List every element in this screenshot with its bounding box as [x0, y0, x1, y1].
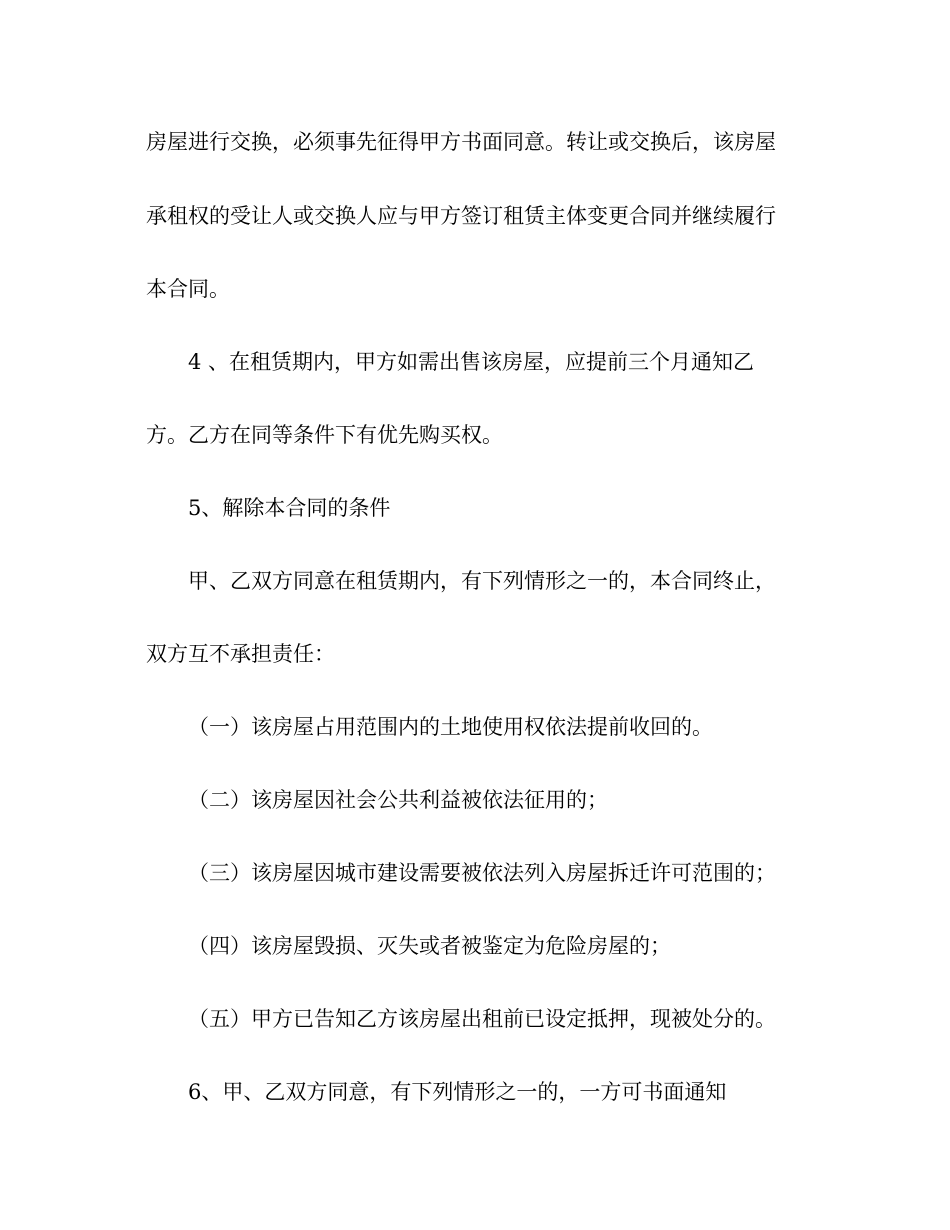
text-line: 双方互不承担责任： — [146, 642, 335, 666]
clause-5-heading: 5、解除本合同的条件 — [188, 496, 391, 520]
text-line: 方。乙方在同等条件下有优先购买权。 — [146, 423, 503, 447]
list-item-1: （一）该房屋占用范围内的土地使用权依法提前收回的。 — [188, 715, 713, 739]
paragraph-line: 甲、乙双方同意在租赁期内，有下列情形之一的，本合同终止， — [188, 569, 776, 593]
text-line: 承租权的受让人或交换人应与甲方签订租赁主体变更合同并继续履行 — [146, 204, 776, 228]
text-line: 房屋进行交换，必须事先征得甲方书面同意。转让或交换后，该房屋 — [146, 130, 776, 154]
list-item-2: （二）该房屋因社会公共利益被依法征用的； — [188, 788, 608, 812]
list-item-4: （四）该房屋毁损、灭失或者被鉴定为危险房屋的； — [188, 934, 671, 958]
list-item-3: （三）该房屋因城市建设需要被依法列入房屋拆迁许可范围的； — [188, 861, 776, 885]
clause-6-line: 6、甲、乙双方同意，有下列情形之一的，一方可书面通知 — [188, 1080, 727, 1104]
text-line: 本合同。 — [146, 277, 230, 301]
list-item-5: （五）甲方已告知乙方该房屋出租前已设定抵押，现被处分的。 — [188, 1007, 776, 1031]
clause-4-line: 4 、在租赁期内，甲方如需出售该房屋，应提前三个月通知乙 — [188, 350, 755, 374]
